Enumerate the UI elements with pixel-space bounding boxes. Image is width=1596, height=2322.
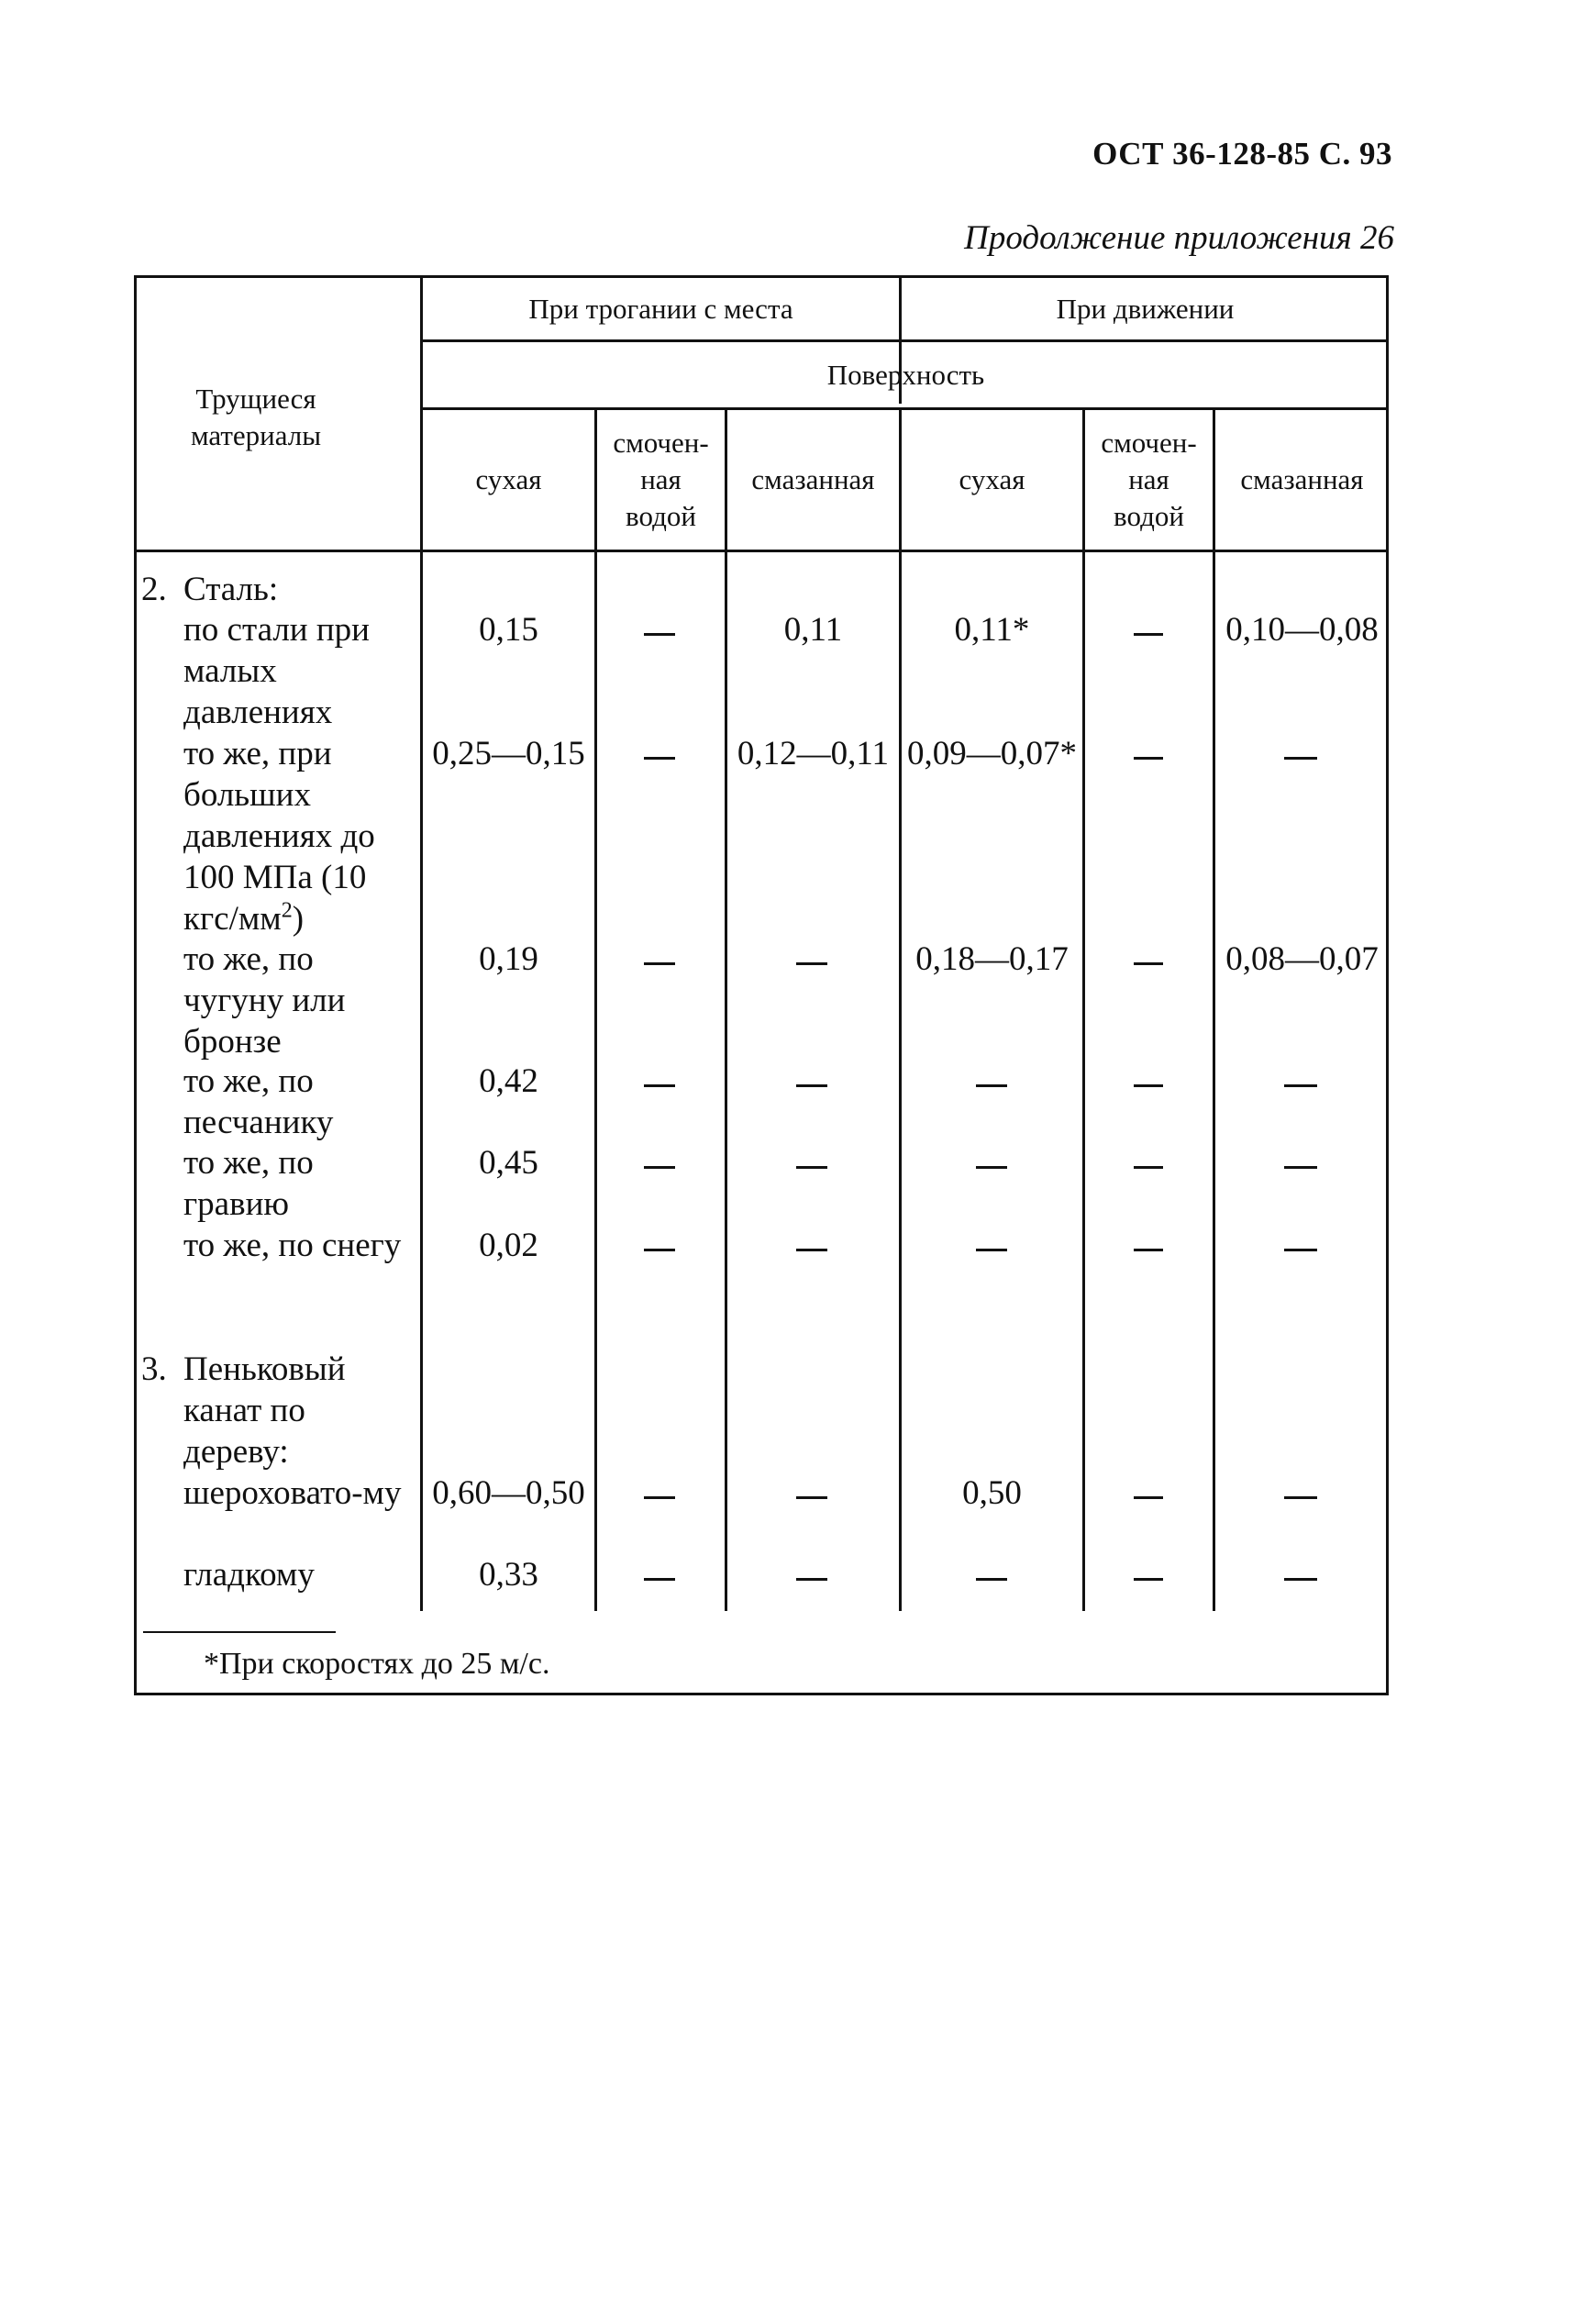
dash-cell [1134, 757, 1163, 760]
dash-cell [1284, 1084, 1317, 1087]
table-cell: 0,45 [479, 1144, 538, 1182]
row-label: гладкому [183, 1556, 315, 1594]
subheader-wet-2: смочен-ная водой [1101, 427, 1197, 532]
table-cell: 0,50 [962, 1474, 1022, 1512]
grid-line [1082, 407, 1085, 1611]
table-cell: 0,12—0,11 [737, 735, 890, 772]
dash-cell [1134, 1249, 1163, 1251]
table-cell: 0,11* [954, 611, 1030, 649]
dash-cell [1134, 1084, 1163, 1087]
header-materials: Трущиеся материалы [190, 383, 322, 451]
dash-cell [1284, 757, 1317, 760]
dash-cell [644, 1578, 675, 1581]
row-label: Пеньковый канат по дереву: [183, 1350, 346, 1471]
table-cell: 0,10—0,08 [1225, 611, 1379, 649]
dash-cell [976, 1249, 1007, 1251]
row-label-end: ) [292, 900, 305, 938]
grid-line [899, 407, 902, 1611]
subheader-dry: сухая [475, 463, 542, 495]
continuation-caption: Продолжение приложения 26 [964, 219, 1394, 257]
row-label: то же, по гравию [183, 1144, 314, 1223]
dash-cell [976, 1578, 1007, 1581]
dash-cell [796, 1249, 827, 1251]
subheader-lubricated: смазанная [751, 463, 875, 495]
dash-cell [1134, 1496, 1163, 1499]
row-label-text: то же, при больших давлениях до 100 МПа (10 кгс/мм [183, 735, 375, 938]
dash-cell [1284, 1166, 1317, 1169]
dash-cell [644, 1496, 675, 1499]
table-cell: 0,11 [783, 611, 843, 649]
footnote: *При скоростях до 25 м/с. [204, 1647, 550, 1681]
dash-cell [796, 1496, 827, 1499]
dash-cell [644, 633, 675, 636]
header-motion: При движении [1056, 292, 1235, 325]
table-cell: 0,02 [479, 1227, 538, 1264]
grid-line [594, 407, 597, 1611]
footnote-rule [143, 1631, 336, 1633]
table-cell: 0,08—0,07 [1225, 940, 1379, 978]
row-label: по стали при малых давлениях [183, 611, 370, 731]
row-number: 3. [141, 1350, 167, 1388]
dash-cell [1284, 1496, 1317, 1499]
dash-cell [1134, 962, 1163, 965]
dash-cell [1134, 1166, 1163, 1169]
row-label: то же, по снегу [183, 1227, 402, 1264]
row-number: 2. [141, 571, 167, 608]
row-label: то же, по чугуну или бронзе [183, 940, 346, 1061]
dash-cell [796, 1166, 827, 1169]
dash-cell [796, 962, 827, 965]
table-cell: 0,33 [479, 1556, 538, 1594]
table-cell: 0,09—0,07* [907, 735, 1077, 772]
row-label: то же, по песчанику [183, 1062, 334, 1141]
dash-cell [644, 1249, 675, 1251]
table-cell: 0,60—0,50 [432, 1474, 585, 1512]
dash-cell [1284, 1578, 1317, 1581]
superscript: 2 [281, 898, 293, 923]
row-label: шероховато-му [183, 1474, 402, 1512]
row-label [183, 733, 413, 939]
dash-cell [1134, 633, 1163, 636]
dash-cell [644, 757, 675, 760]
subheader-dry-2: сухая [959, 463, 1025, 495]
dash-cell [976, 1084, 1007, 1087]
table-cell: 0,18—0,17 [915, 940, 1069, 978]
dash-cell [796, 1578, 827, 1581]
dash-cell [1134, 1578, 1163, 1581]
subheader-wet: смочен-ная водой [613, 427, 709, 532]
dash-cell [644, 1166, 675, 1169]
subheader-lubricated-2: смазанная [1240, 463, 1364, 495]
header-surface: Поверхность [826, 358, 985, 391]
dash-cell [644, 962, 675, 965]
grid-line [134, 550, 1389, 552]
dash-cell [1284, 1249, 1317, 1251]
header-start: При трогании с места [528, 292, 793, 325]
table-cell: 0,15 [479, 611, 538, 649]
table-cell: 0,42 [479, 1062, 538, 1100]
grid-line [725, 407, 727, 1611]
table-cell: 0,19 [479, 940, 538, 978]
row-label: Сталь: [183, 571, 279, 608]
dash-cell [796, 1084, 827, 1087]
page-header: ОСТ 36-128-85 С. 93 [1092, 136, 1392, 172]
dash-cell [976, 1166, 1007, 1169]
dash-cell [644, 1084, 675, 1087]
table-cell: 0,25—0,15 [432, 735, 585, 772]
grid-line [1213, 407, 1215, 1611]
